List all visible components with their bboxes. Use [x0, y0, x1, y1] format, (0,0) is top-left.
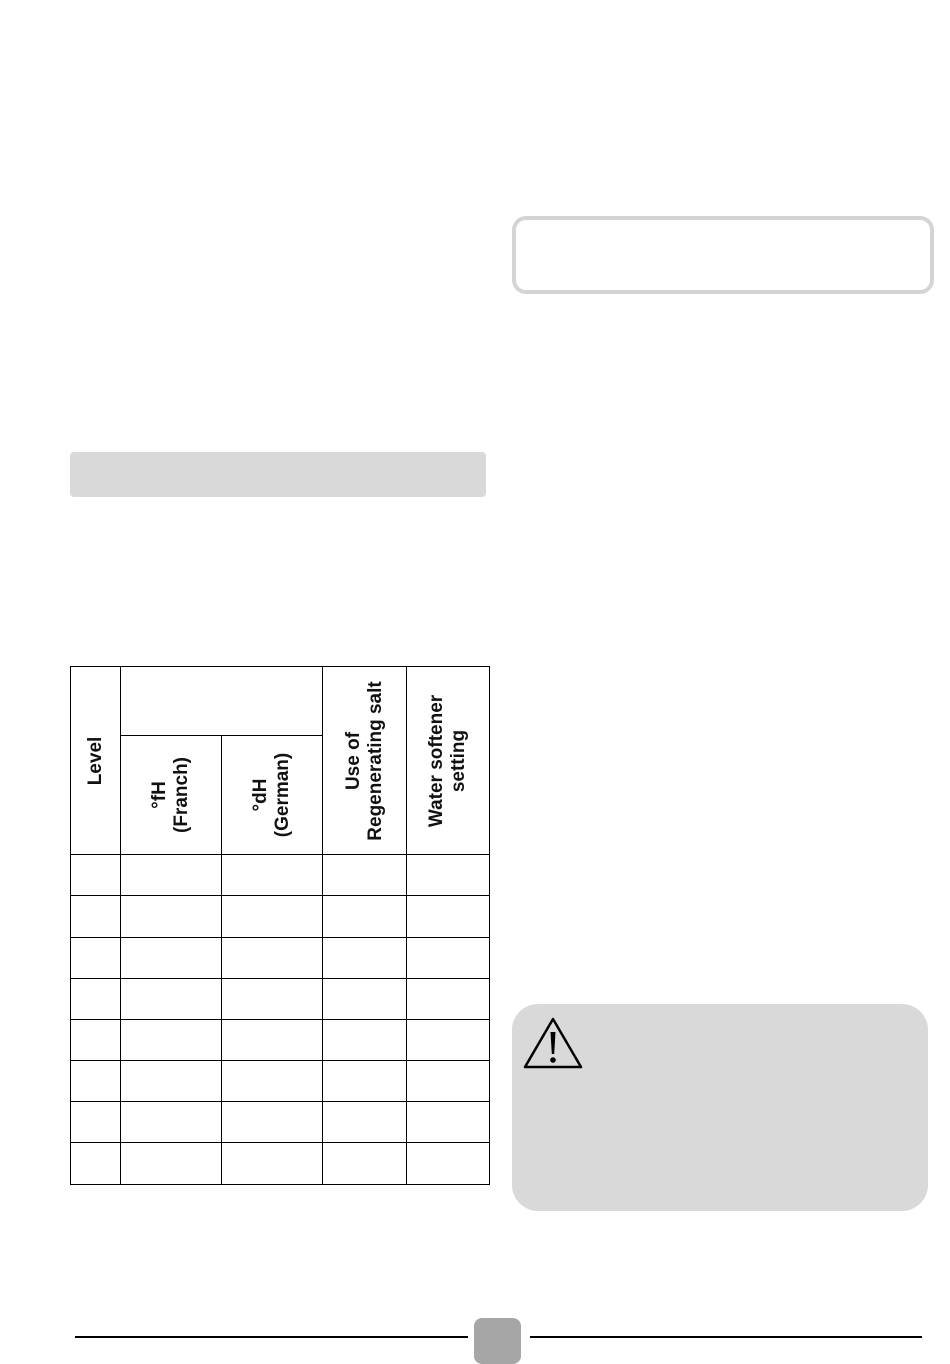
softener-header-line2: setting — [448, 729, 469, 792]
table-cell — [222, 855, 323, 896]
warning-panel — [512, 1004, 928, 1211]
table-cell — [407, 978, 490, 1019]
table-row — [71, 1019, 490, 1060]
salt-header-line2: Regenerating salt — [364, 680, 386, 841]
page-number-badge — [474, 1318, 521, 1364]
table-cell — [323, 1142, 407, 1184]
table-cell — [71, 896, 121, 937]
table-row — [71, 1101, 490, 1142]
water-hardness-table — [70, 666, 490, 1185]
table-cell — [71, 855, 121, 896]
table-row — [71, 1060, 490, 1101]
hardness-group-header-cell — [121, 667, 323, 736]
table-cell — [222, 978, 323, 1019]
table-cell — [323, 937, 407, 978]
table-cell — [407, 855, 490, 896]
table-cell — [323, 855, 407, 896]
dh-header-line1: °dH — [250, 778, 271, 812]
table-cell — [407, 1060, 490, 1101]
table-cell — [121, 896, 222, 937]
softener-header-line1: Water softener — [426, 694, 447, 827]
table-row — [71, 896, 490, 937]
table-cell — [323, 1101, 407, 1142]
dh-header-cell — [222, 736, 323, 855]
table-cell — [407, 1101, 490, 1142]
level-header: Level — [84, 736, 106, 785]
salt-header-line1: Use of — [342, 731, 364, 790]
fh-header-line2: (Franch) — [171, 757, 192, 834]
table-cell — [121, 937, 222, 978]
section-header-bar — [70, 452, 486, 497]
fh-header-line1: °fH — [149, 781, 170, 810]
table-cell — [71, 937, 121, 978]
footer-rule-right — [530, 1336, 922, 1338]
table-row — [71, 937, 490, 978]
table-cell — [222, 896, 323, 937]
table-cell — [323, 896, 407, 937]
table-cell — [71, 1142, 121, 1184]
note-box — [512, 216, 934, 294]
table-cell — [222, 1060, 323, 1101]
table-cell — [222, 1142, 323, 1184]
table-cell — [222, 937, 323, 978]
table-row — [71, 978, 490, 1019]
table-cell — [323, 1019, 407, 1060]
table-cell — [323, 1060, 407, 1101]
table-cell — [407, 1142, 490, 1184]
dh-header-line2: (German) — [272, 753, 293, 838]
table-cell — [121, 1019, 222, 1060]
table-cell — [121, 1060, 222, 1101]
table-cell — [121, 978, 222, 1019]
table-cell — [71, 1060, 121, 1101]
table-cell — [222, 1019, 323, 1060]
table-cell — [222, 1101, 323, 1142]
table-cell — [121, 1142, 222, 1184]
softener-header-cell — [407, 667, 490, 855]
footer-rule-left — [75, 1336, 468, 1338]
table-cell — [407, 1019, 490, 1060]
table-row — [71, 855, 490, 896]
salt-header-cell — [323, 667, 407, 855]
level-header-cell — [71, 667, 121, 855]
table-cell — [71, 1101, 121, 1142]
table-cell — [407, 937, 490, 978]
table-row — [71, 1142, 490, 1184]
table-cell — [71, 978, 121, 1019]
table-cell — [323, 978, 407, 1019]
table-cell — [121, 855, 222, 896]
table-cell — [407, 896, 490, 937]
table-cell — [121, 1101, 222, 1142]
fh-header-cell — [121, 736, 222, 855]
warning-triangle-icon — [522, 1016, 584, 1075]
table-cell — [71, 1019, 121, 1060]
